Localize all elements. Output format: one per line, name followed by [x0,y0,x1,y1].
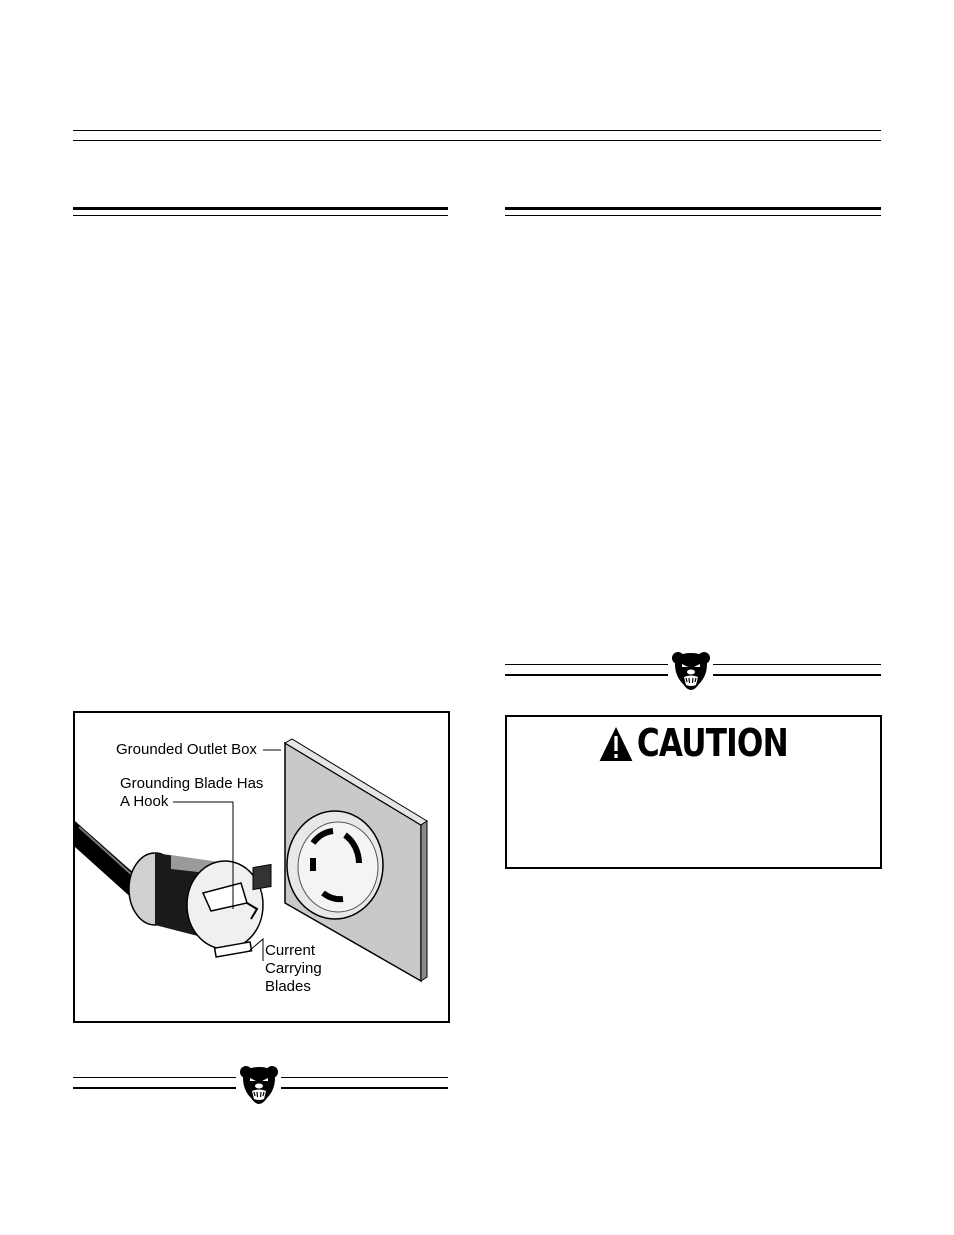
header-rule-bottom [73,140,881,141]
callout-current-blades-line3: Blades [265,978,311,995]
callout-grounding-blade-line2: A Hook [120,793,169,810]
header-rule-top [73,130,881,131]
caution-title-text: CAUTION [636,721,788,765]
bear-head-logo-icon [671,650,711,692]
caution-heading [541,721,847,765]
callout-current-blades-line2: Carrying [265,960,322,977]
bear-divider-left [73,1064,448,1104]
callout-grounded-outlet-box: Grounded Outlet Box [116,741,257,758]
plug-outlet-illustration [75,713,448,1021]
callout-current-blades-line1: Current [265,942,316,959]
bear-divider-right [505,652,881,692]
warning-triangle-icon [599,726,633,762]
bear-head-logo-icon [239,1064,279,1106]
callout-grounding-blade-line1: Grounding Blade Has [120,775,264,792]
caution-box [505,715,882,869]
plug-outlet-figure [73,711,450,1023]
